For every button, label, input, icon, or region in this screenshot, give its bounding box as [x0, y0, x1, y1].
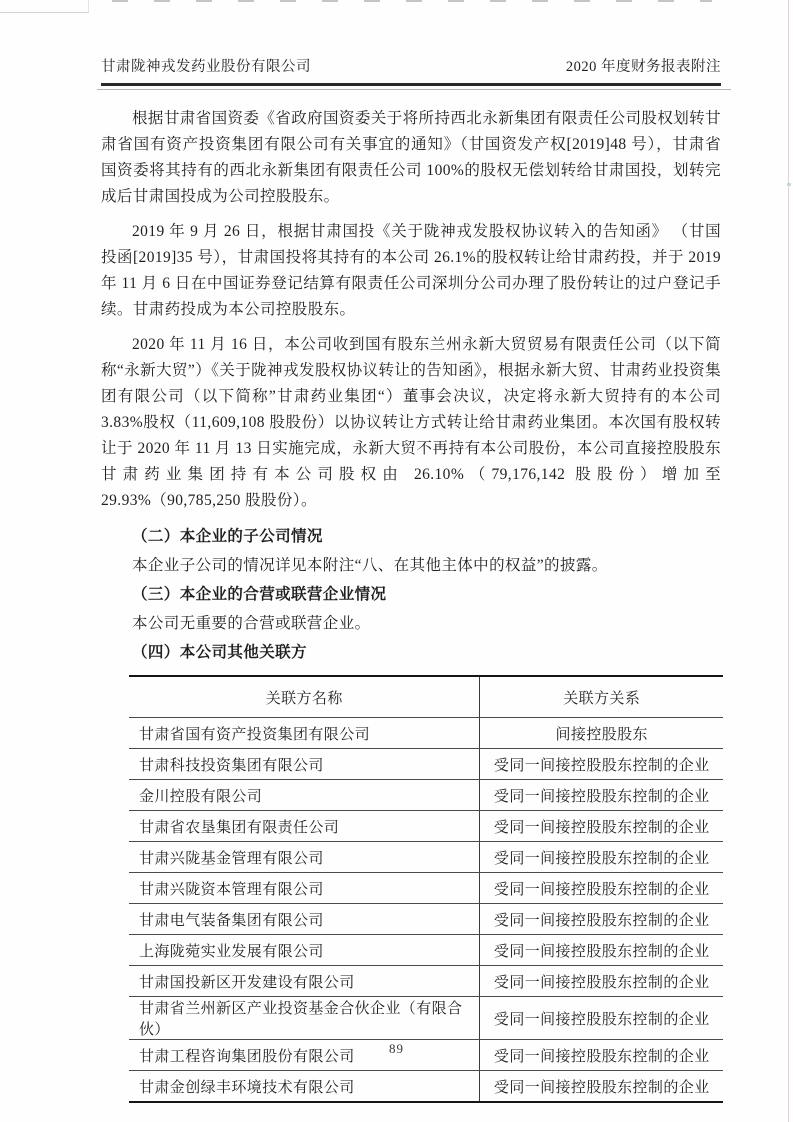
related-party-relation-cell: 受同一间接控股股东控制的企业	[480, 997, 723, 1040]
scan-artifact-top-edge	[112, 0, 712, 2]
section-heading-subsidiaries: （二）本企业的子公司情况	[132, 528, 323, 545]
table-row	[129, 811, 723, 842]
related-party-name-cell: 甘肃省国有资产投资集团有限公司	[129, 718, 480, 749]
related-party-relation-cell: 受同一间接控股股东控制的企业	[480, 749, 723, 780]
page-number: 89	[389, 1041, 404, 1056]
table-row	[129, 935, 723, 966]
related-party-name-cell: 甘肃省兰州新区产业投资基金合伙企业（有限合伙）	[129, 997, 480, 1040]
related-party-name-cell: 甘肃金创绿丰环境技术有限公司	[129, 1071, 480, 1103]
company-name: 甘肃陇神戎发药业股份有限公司	[101, 59, 311, 75]
table-row	[129, 842, 723, 873]
related-party-relation-cell: 受同一间接控股股东控制的企业	[493, 1079, 710, 1096]
scan-artifact-right-edge	[788, 0, 789, 1122]
table-row	[129, 718, 723, 749]
paragraph-equity-transfer-notice: 根据甘肃省国资委《省政府国资委关于将所持西北永新集团有限责任公司股权划转甘肃省国有资产投资集团有限公司有关事宜的通知》（甘国资发产权[2019]48 号），甘肃省国资委将其持有的西北永新集团有限责任公司 100%的股权无偿划转给甘肃国投，划转完成后甘肃国投成为公司控股股东。	[101, 110, 721, 205]
scan-artifact-speck	[787, 183, 791, 186]
related-party-relation-cell: 受同一间接控股股东控制的企业	[480, 842, 723, 873]
table-header-row	[129, 676, 723, 718]
table-row	[129, 997, 723, 1040]
table-row	[129, 966, 723, 997]
body-text	[101, 106, 721, 1103]
related-party-name-cell: 甘肃科技投资集团有限公司	[129, 749, 480, 780]
related-party-relation-cell: 受同一间接控股股东控制的企业	[480, 780, 723, 811]
related-party-relation-cell: 受同一间接控股股东控制的企业	[480, 1040, 723, 1071]
paragraph-2020-share-transfer: 2020 年 11 月 16 日，本公司收到国有股东兰州永新大贸贸易有限责任公司（以下简称“永新大贸”）《关于陇神戎发股权协议转让的告知函》，根据永新大贸、甘肃药业投资集团有限公司（以下简称”甘肃药业集团“）董事会决议，决定将永新大贸持有的本公司 3.83%股权（11,609,108 股股份）以协议转让方式转让给甘肃药业集团。本次国有股权转让于 2020 年 11 月 13 日实施完成，永新大贸不再持有本公司股份，本公司直接控股股东甘肃药业集团持有本公司股权由 26.10%（79,176,142 股股份）增加至 29.93%（90,785,250 股股份）。	[101, 336, 721, 509]
related-party-name-cell: 上海陇菀实业发展有限公司	[129, 935, 480, 966]
running-header	[101, 55, 721, 86]
related-party-name-cell: 金川控股有限公司	[129, 780, 480, 811]
related-party-relation-cell: 间接控股股东	[480, 718, 723, 749]
related-party-name-cell: 甘肃国投新区开发建设有限公司	[129, 966, 480, 997]
scan-artifact-top-left	[0, 0, 89, 13]
paragraph-2019-share-transfer: 2019 年 9 月 26 日，根据甘肃国投《关于陇神戎发股权协议转入的告知函》 （甘国投函[2019]35 号），甘肃国投将其持有的本公司 26.1%的股权转让给甘肃药投，并于 2019 年 11 月 6 日在中国证券登记结算有限责任公司深圳分公司办理了股份转让的过户登记手续。甘肃药投成为本公司控股股东。	[101, 223, 721, 318]
section-heading-other-related-parties: （四）本公司其他关联方	[132, 644, 307, 661]
column-header-related-party-relation: 关联方关系	[480, 676, 723, 718]
table-row	[129, 780, 723, 811]
related-party-relation-cell: 受同一间接控股股东控制的企业	[480, 873, 723, 904]
section-heading-joint-ventures: （三）本企业的合营或联营企业情况	[132, 586, 387, 603]
table-row	[129, 1071, 723, 1103]
related-party-name-cell: 甘肃电气装备集团有限公司	[129, 904, 480, 935]
table-row	[129, 873, 723, 904]
related-party-relation-cell: 受同一间接控股股东控制的企业	[480, 935, 723, 966]
section-body-joint-ventures: 本公司无重要的合营或联营企业。	[132, 615, 371, 632]
related-party-relation-cell: 受同一间接控股股东控制的企业	[480, 904, 723, 935]
column-header-related-party-name: 关联方名称	[129, 676, 480, 718]
section-body-subsidiaries: 本企业子公司的情况详见本附注“八、在其他主体中的权益”的披露。	[132, 557, 608, 574]
table-row	[129, 749, 723, 780]
related-party-name-cell: 甘肃兴陇基金管理有限公司	[129, 842, 480, 873]
document-title: 2020 年度财务报表附注	[565, 59, 721, 75]
related-party-name-cell: 甘肃工程咨询集团股份有限公司	[129, 1040, 480, 1071]
related-party-table	[129, 675, 723, 1103]
related-party-name-cell: 甘肃兴陇资本管理有限公司	[129, 873, 480, 904]
page-content	[101, 55, 721, 1103]
table-row	[129, 904, 723, 935]
related-party-relation-cell: 受同一间接控股股东控制的企业	[480, 966, 723, 997]
related-party-name-cell: 甘肃省农垦集团有限责任公司	[129, 811, 480, 842]
related-party-relation-cell: 受同一间接控股股东控制的企业	[480, 811, 723, 842]
